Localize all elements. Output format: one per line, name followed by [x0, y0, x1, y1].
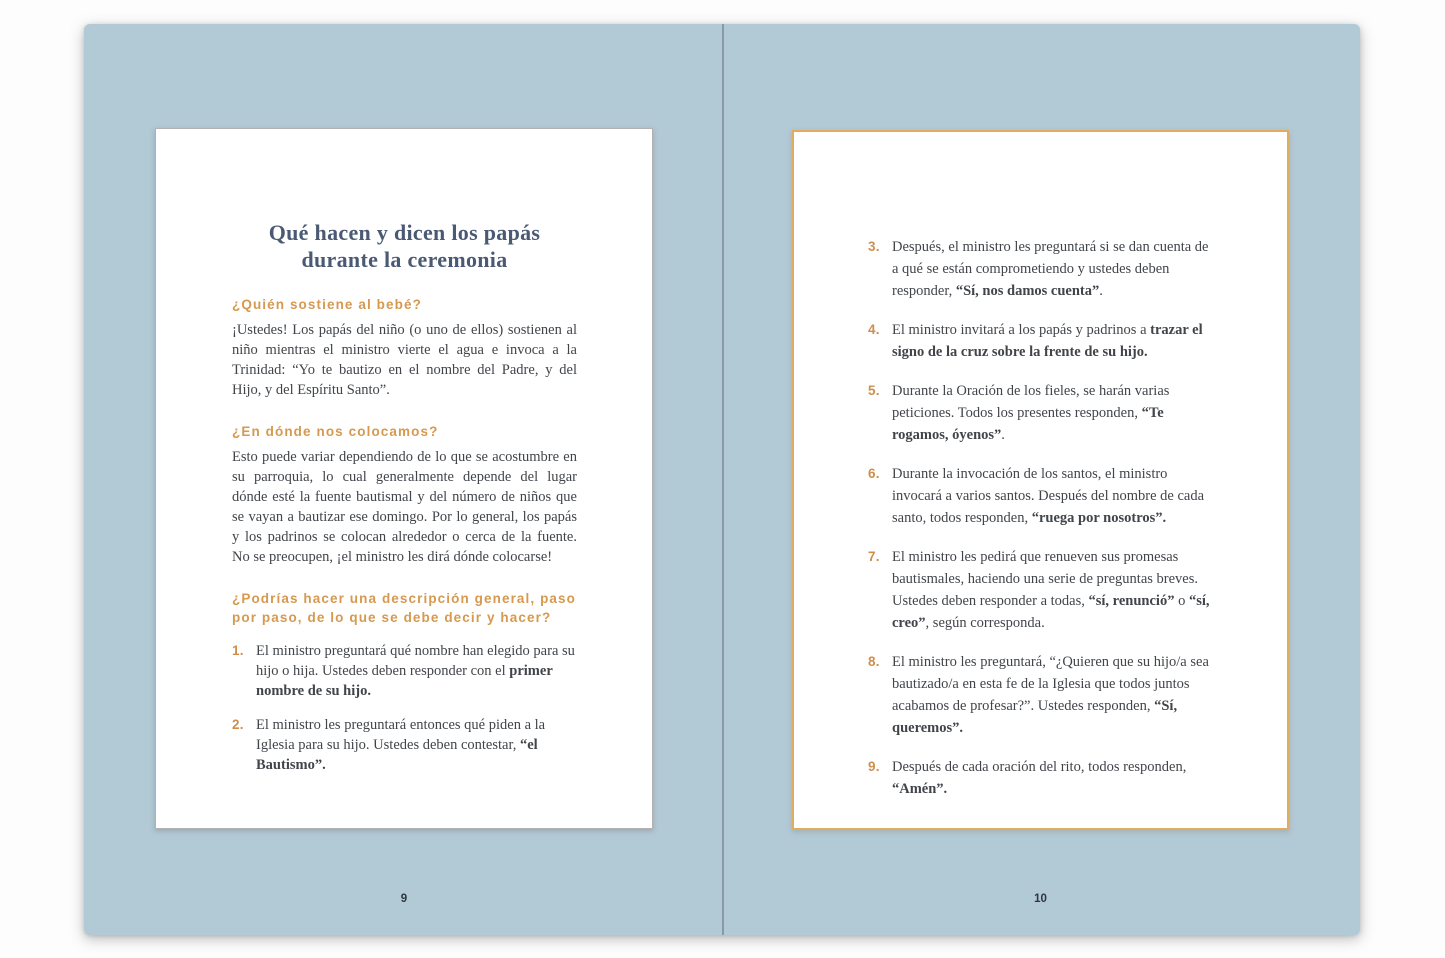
right-page — [792, 130, 1289, 830]
list-item-number: 1. — [232, 643, 244, 658]
right-page-number: 10 — [1034, 893, 1047, 905]
list-item-9 — [868, 756, 1217, 800]
list-item-2 — [232, 715, 577, 775]
list-item-3 — [868, 236, 1217, 302]
section-heading-donde-colocamos — [232, 422, 577, 441]
list-item-text: El ministro invitará a los papás y padrinos a trazar el signo de la cruz sobre la frente de su hijo. — [892, 322, 1203, 360]
list-item-number: 9. — [868, 759, 880, 774]
list-item-text: Después de cada oración del rito, todos responden, “Amén”. — [892, 759, 1187, 797]
list-item-text: El ministro les preguntará, “¿Quieren que su hijo/a sea bautizado/a en esta fe de la Iglesia que todos juntos acabamos de profesar?”. Ustedes responden, “Sí, queremos”. — [892, 654, 1209, 736]
list-item-8 — [868, 651, 1217, 739]
section-heading-line: ¿En dónde nos colocamos? — [232, 424, 439, 439]
left-page — [155, 128, 653, 829]
list-item-number: 8. — [868, 654, 880, 669]
list-item-4 — [868, 319, 1217, 363]
section-heading-descripcion-paso-a-paso — [232, 589, 577, 627]
list-item-number: 6. — [868, 466, 880, 481]
list-item-text: El ministro les preguntará entonces qué piden a la Iglesia para su hijo. Ustedes deben contestar, “el Bautismo”. — [256, 717, 546, 773]
list-item-number: 5. — [868, 383, 880, 398]
list-item-number: 7. — [868, 549, 880, 564]
page-title-line-2: durante la ceremonia — [301, 247, 508, 272]
list-item-text: El ministro preguntará qué nombre han elegido para su hijo o hija. Ustedes deben responder con el primer nombre de su hijo. — [256, 643, 575, 699]
paragraph-quien-sostiene: ¡Ustedes! Los papás del niño (o uno de ellos) sostienen al niño mientras el ministro vierte el agua e invoca a la Trinidad: “Yo te bautizo en el nombre del Padre, y del Hijo, y del Espíritu Santo”. — [232, 322, 577, 398]
steps-list-left — [232, 641, 577, 775]
list-item-5 — [868, 380, 1217, 446]
list-item-number: 4. — [868, 322, 880, 337]
list-item-text: Durante la invocación de los santos, el ministro invocará a varios santos. Después del nombre de cada santo, todos responden, “ruega por nosotros”. — [892, 466, 1205, 526]
left-page-number: 9 — [400, 893, 408, 905]
page-title — [232, 219, 577, 273]
section-heading-line: ¿Podrías hacer una descripción general, paso — [232, 591, 576, 606]
list-item-number: 3. — [868, 239, 880, 254]
spine-divider — [722, 24, 724, 935]
section-heading-line: por paso, de lo que se debe decir y hacer? — [232, 610, 552, 625]
list-item-1 — [232, 641, 577, 701]
section-heading-quien-sostiene — [232, 295, 577, 314]
list-item-6 — [868, 463, 1217, 529]
list-item-number: 2. — [232, 717, 244, 732]
book-spread — [84, 24, 1360, 935]
list-item-text: Después, el ministro les preguntará si se dan cuenta de a qué se están comprometiendo y ustedes deben responder, “Sí, nos damos cuenta”. — [892, 239, 1209, 299]
list-item-text: El ministro les pedirá que renueven sus promesas bautismales, haciendo una serie de preguntas breves. Ustedes deben responder a todas, “sí, renunció” o “sí, creo”, según corresponda. — [892, 549, 1210, 631]
section-heading-line: ¿Quién sostiene al bebé? — [232, 297, 422, 312]
page-title-line-1: Qué hacen y dicen los papás — [268, 220, 541, 245]
list-item-7 — [868, 546, 1217, 634]
list-item-text: Durante la Oración de los fieles, se harán varias peticiones. Todos los presentes responden, “Te rogamos, óyenos”. — [892, 383, 1170, 443]
steps-list-right — [868, 236, 1217, 800]
paragraph-donde-colocamos: Esto puede variar dependiendo de lo que se acostumbre en su parroquia, lo cual generalmente depende del lugar dónde esté la fuente bautismal y del número de niños que se vayan a bautizar ese domingo. Por lo general, los papás y los padrinos se colocan alrededor o cerca de la fuente. No se preocupen, ¡el ministro les dirá dónde colocarse! — [232, 449, 577, 565]
